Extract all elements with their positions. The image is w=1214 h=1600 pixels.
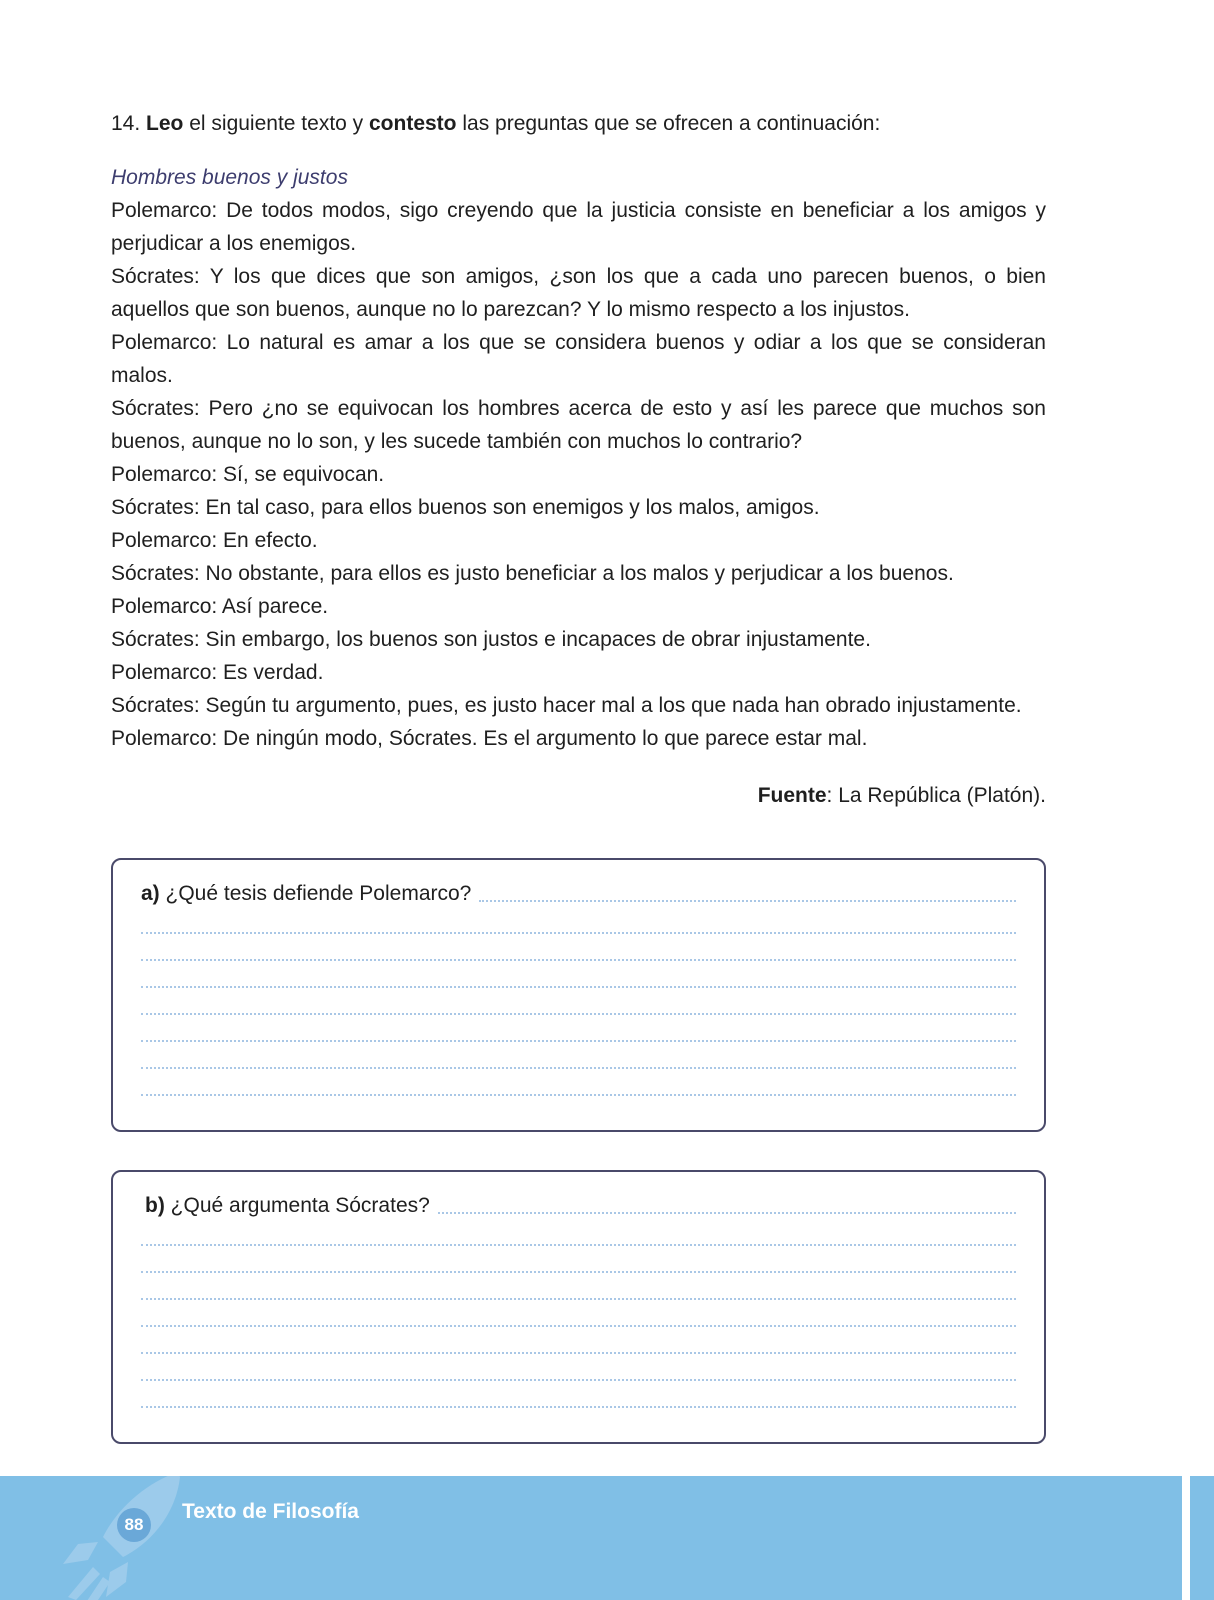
page-footer [0,1476,1214,1600]
dialogue-line: Sócrates: No obstante, para ellos es justo beneficiar a los malos y perjudicar a los buenos. [111,562,954,585]
dialogue-line: Sócrates: Según tu argumento, pues, es justo hacer mal a los que nada han obrado injustamente. [111,694,1022,717]
dialogue-line: Sócrates: Sin embargo, los buenos son justos e incapaces de obrar injustamente. [111,628,871,651]
answer-line[interactable] [141,1325,1016,1327]
source-label: Fuente [757,784,827,807]
source-text: : La República (Platón). [826,784,1046,807]
source-citation [111,780,1046,812]
answer-line[interactable] [141,986,1016,988]
dialogue-line: Polemarco: De todos modos, sigo creyendo que la justicia consiste en beneficiar a los amigos y perjudicar a los enemigos. [111,199,1046,255]
book-title: Texto de Filosofía [182,1500,359,1523]
answer-line[interactable] [141,932,1016,934]
page-number: 88 [117,1508,151,1542]
answer-line[interactable] [479,899,1016,902]
dialogue-line: Polemarco: Es verdad. [111,661,324,684]
page-content [111,108,1046,812]
question-box-b [111,1170,1046,1444]
dialogue [111,194,1046,755]
dialogue-line: Polemarco: Así parece. [111,595,329,618]
answer-line[interactable] [141,1040,1016,1042]
exercise-verb-answer: contesto [369,112,457,135]
exercise-instruction [111,108,1046,140]
question-b-letter: b) [145,1194,165,1217]
question-b-text: ¿Qué argumenta Sócrates? [164,1194,430,1217]
dialogue-line: Sócrates: Pero ¿no se equivocan los hombres acerca de esto y así les parece que muchos son buenos, aunque no lo son, y les sucede también con muchos lo contrario? [111,397,1046,453]
footer-edge [1192,1476,1214,1600]
answer-line[interactable] [141,1406,1016,1408]
exercise-text: el siguiente texto y [183,112,369,135]
reading-title: Hombres buenos y justos [111,166,348,189]
dialogue-line: Polemarco: De ningún modo, Sócrates. Es el argumento lo que parece estar mal. [111,727,868,750]
question-box-a [111,858,1046,1132]
answer-line[interactable] [141,1379,1016,1381]
question-a-line [141,882,1016,906]
dialogue-line: Sócrates: En tal caso, para ellos buenos son enemigos y los malos, amigos. [111,496,820,519]
answer-line[interactable] [141,1271,1016,1273]
answer-line[interactable] [141,1298,1016,1300]
dialogue-line: Polemarco: Lo natural es amar a los que se considera buenos y odiar a los que se consideran malos. [111,331,1046,387]
answer-line[interactable] [438,1211,1016,1214]
exercise-verb-read: Leo [146,112,184,135]
dialogue-line: Polemarco: En efecto. [111,529,318,552]
answer-line[interactable] [141,1244,1016,1246]
footer-edge-strip [1182,1476,1190,1600]
dialogue-line: Polemarco: Sí, se equivocan. [111,463,385,486]
question-b [145,1194,430,1218]
dialogue-line: Sócrates: Y los que dices que son amigos, ¿son los que a cada uno parecen buenos, o bien aquellos que son buenos, aunque no lo parezcan? Y lo mismo respecto a los injustos. [111,265,1046,321]
exercise-number: 14. [111,112,141,135]
exercise-text-tail: las preguntas que se ofrecen a continuación: [456,112,881,135]
answer-line[interactable] [141,1067,1016,1069]
answer-line[interactable] [141,1352,1016,1354]
question-b-line [141,1194,1016,1218]
answer-line[interactable] [141,1094,1016,1096]
question-a-letter: a) [141,882,160,905]
answer-line[interactable] [141,959,1016,961]
question-a [141,882,471,906]
answer-line[interactable] [141,1013,1016,1015]
question-a-text: ¿Qué tesis defiende Polemarco? [159,882,472,905]
